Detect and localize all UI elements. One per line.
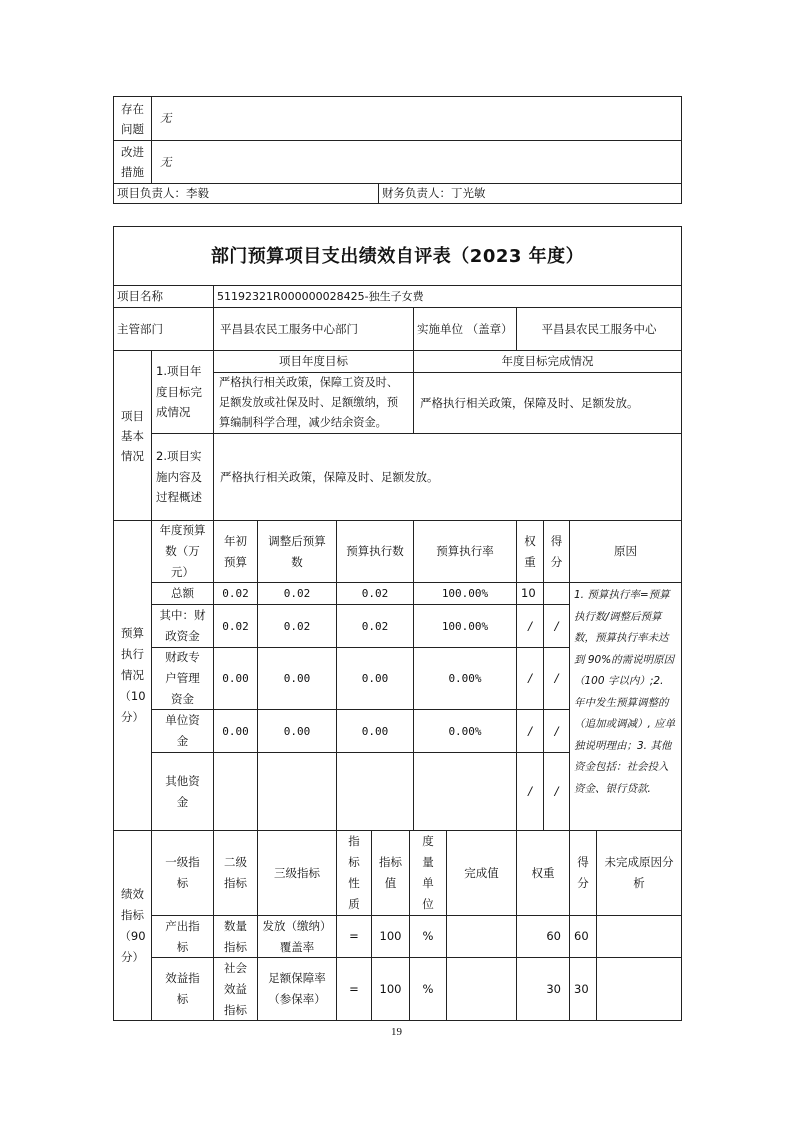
impl-unit-label: 实施单位 （盖章） (413, 307, 517, 351)
budget-row-score: / (543, 709, 570, 753)
budget-row-rate: 100.00% (413, 582, 517, 605)
budget-row-executed: 0.00 (336, 647, 414, 710)
budget-row-weight: / (516, 647, 544, 710)
project-name-label: 项目名称 (113, 285, 214, 308)
budget-row-score (543, 582, 570, 605)
perf-header-reason: 未完成原因分析 (596, 830, 682, 916)
budget-reason-note: 1. 预算执行率=预算执行数/调整后预算数，预算执行率未达到 90%的需说明原因（100 字以内）;2. 年中发生预算调整的（追加或调减）, 应单独说明理由；3. 其他资金包括：社会投入资金、银行贷款. (569, 582, 682, 831)
budget-row-adjusted (257, 752, 337, 831)
project-name-value: 51192321R000000028425-独生子女费 (213, 285, 682, 308)
budget-row-executed: 0.02 (336, 582, 414, 605)
budget-row-executed: 0.00 (336, 709, 414, 753)
basic-info-label: 项目基本情况 (113, 350, 152, 521)
dept-label: 主管部门 (113, 307, 214, 351)
content-text: 严格执行相关政策，保障及时、足额发放。 (213, 433, 682, 521)
perf-row-level2: 数量指标 (213, 915, 258, 958)
page-number: 19 (391, 1026, 402, 1038)
perf-row-level1: 产出指标 (151, 915, 214, 958)
budget-row-score: / (543, 647, 570, 710)
perf-row-level2: 社会效益指标 (213, 957, 258, 1021)
perf-row-actual (446, 957, 517, 1021)
performance-section-label: 绩效指标（90分） (113, 830, 152, 1021)
improvement-value: 无 (151, 140, 682, 184)
budget-header-weight: 权重 (516, 520, 544, 583)
budget-row-initial: 0.02 (213, 604, 258, 648)
budget-header-rate: 预算执行率 (413, 520, 517, 583)
perf-row-nature: = (336, 915, 372, 958)
budget-row-initial: 0.00 (213, 647, 258, 710)
budget-row-rate: 0.00% (413, 709, 517, 753)
perf-row-reason (596, 957, 682, 1021)
budget-header-reason: 原因 (569, 520, 682, 583)
budget-row-adjusted: 0.00 (257, 647, 337, 710)
perf-row-score: 60 (569, 915, 597, 958)
perf-header-level1: 一级指标 (151, 830, 214, 916)
perf-row-weight: 60 (516, 915, 570, 958)
budget-row-name: 财政专户管理资金 (151, 647, 214, 710)
budget-row-name: 单位资金 (151, 709, 214, 753)
finance-lead: 财务负责人：丁光敏 (378, 183, 682, 204)
budget-row-initial: 0.00 (213, 709, 258, 753)
budget-row-name: 其中：财政资金 (151, 604, 214, 648)
budget-row-executed (336, 752, 414, 831)
perf-header-level3: 三级指标 (257, 830, 337, 916)
improvement-label: 改进措施 (113, 140, 152, 184)
problems-value: 无 (151, 96, 682, 141)
perf-row-actual (446, 915, 517, 958)
perf-header-actual: 完成值 (446, 830, 517, 916)
budget-header-executed: 预算执行数 (336, 520, 414, 583)
budget-row-score: / (543, 752, 570, 831)
perf-row-weight: 30 (516, 957, 570, 1021)
perf-row-reason (596, 915, 682, 958)
budget-row-name: 总额 (151, 582, 214, 605)
page-title: 部门预算项目支出绩效自评表（2023 年度） (113, 226, 682, 286)
perf-header-unit: 度量单位 (409, 830, 447, 916)
perf-header-weight: 权重 (516, 830, 570, 916)
perf-row-value: 100 (371, 915, 410, 958)
content-label: 2.项目实施内容及过程概述 (151, 433, 214, 521)
perf-header-score: 得分 (569, 830, 597, 916)
budget-section-label: 预算执行情况（10分） (113, 520, 152, 831)
budget-header-initial: 年初预算 (213, 520, 258, 583)
budget-row-weight: / (516, 604, 544, 648)
budget-row-rate: 0.00% (413, 647, 517, 710)
budget-row-executed: 0.02 (336, 604, 414, 648)
perf-row-score: 30 (569, 957, 597, 1021)
perf-row-level3: 发放（缴纳）覆盖率 (257, 915, 337, 958)
completion-text: 严格执行相关政策，保障及时、足额发放。 (413, 372, 682, 434)
budget-row-initial: 0.02 (213, 582, 258, 605)
budget-row-initial (213, 752, 258, 831)
budget-row-adjusted: 0.00 (257, 709, 337, 753)
problems-label: 存在问题 (113, 96, 152, 141)
perf-row-level1: 效益指标 (151, 957, 214, 1021)
perf-header-level2: 二级指标 (213, 830, 258, 916)
perf-row-level3: 足额保障率（参保率） (257, 957, 337, 1021)
budget-header-adjusted: 调整后预算数 (257, 520, 337, 583)
dept-value: 平昌县农民工服务中心部门 (213, 307, 414, 351)
perf-row-nature: = (336, 957, 372, 1021)
perf-row-value: 100 (371, 957, 410, 1021)
perf-header-nature: 指标性质 (336, 830, 372, 916)
budget-row-rate (413, 752, 517, 831)
completion-header: 年度目标完成情况 (413, 350, 682, 373)
perf-row-unit: % (409, 957, 447, 1021)
impl-unit-value: 平昌县农民工服务中心 (516, 307, 682, 351)
budget-row-adjusted: 0.02 (257, 604, 337, 648)
budget-header-amount: 年度预算数（万元） (151, 520, 214, 583)
budget-row-weight: / (516, 752, 544, 831)
budget-row-score: / (543, 604, 570, 648)
goal-label: 1.项目年度目标完成情况 (151, 350, 214, 434)
budget-header-score: 得分 (543, 520, 570, 583)
perf-header-value: 指标值 (371, 830, 410, 916)
perf-row-unit: % (409, 915, 447, 958)
budget-row-rate: 100.00% (413, 604, 517, 648)
budget-row-weight: 10 (516, 582, 544, 605)
goal-header: 项目年度目标 (213, 350, 414, 373)
goal-text: 严格执行相关政策，保障工资及时、足额发放或社保及时、足额缴纳，预算编制科学合理，减少结余资金。 (213, 372, 414, 434)
budget-row-adjusted: 0.02 (257, 582, 337, 605)
budget-row-weight: / (516, 709, 544, 753)
budget-row-name: 其他资金 (151, 752, 214, 831)
project-lead: 项目负责人：李毅 (113, 183, 379, 204)
